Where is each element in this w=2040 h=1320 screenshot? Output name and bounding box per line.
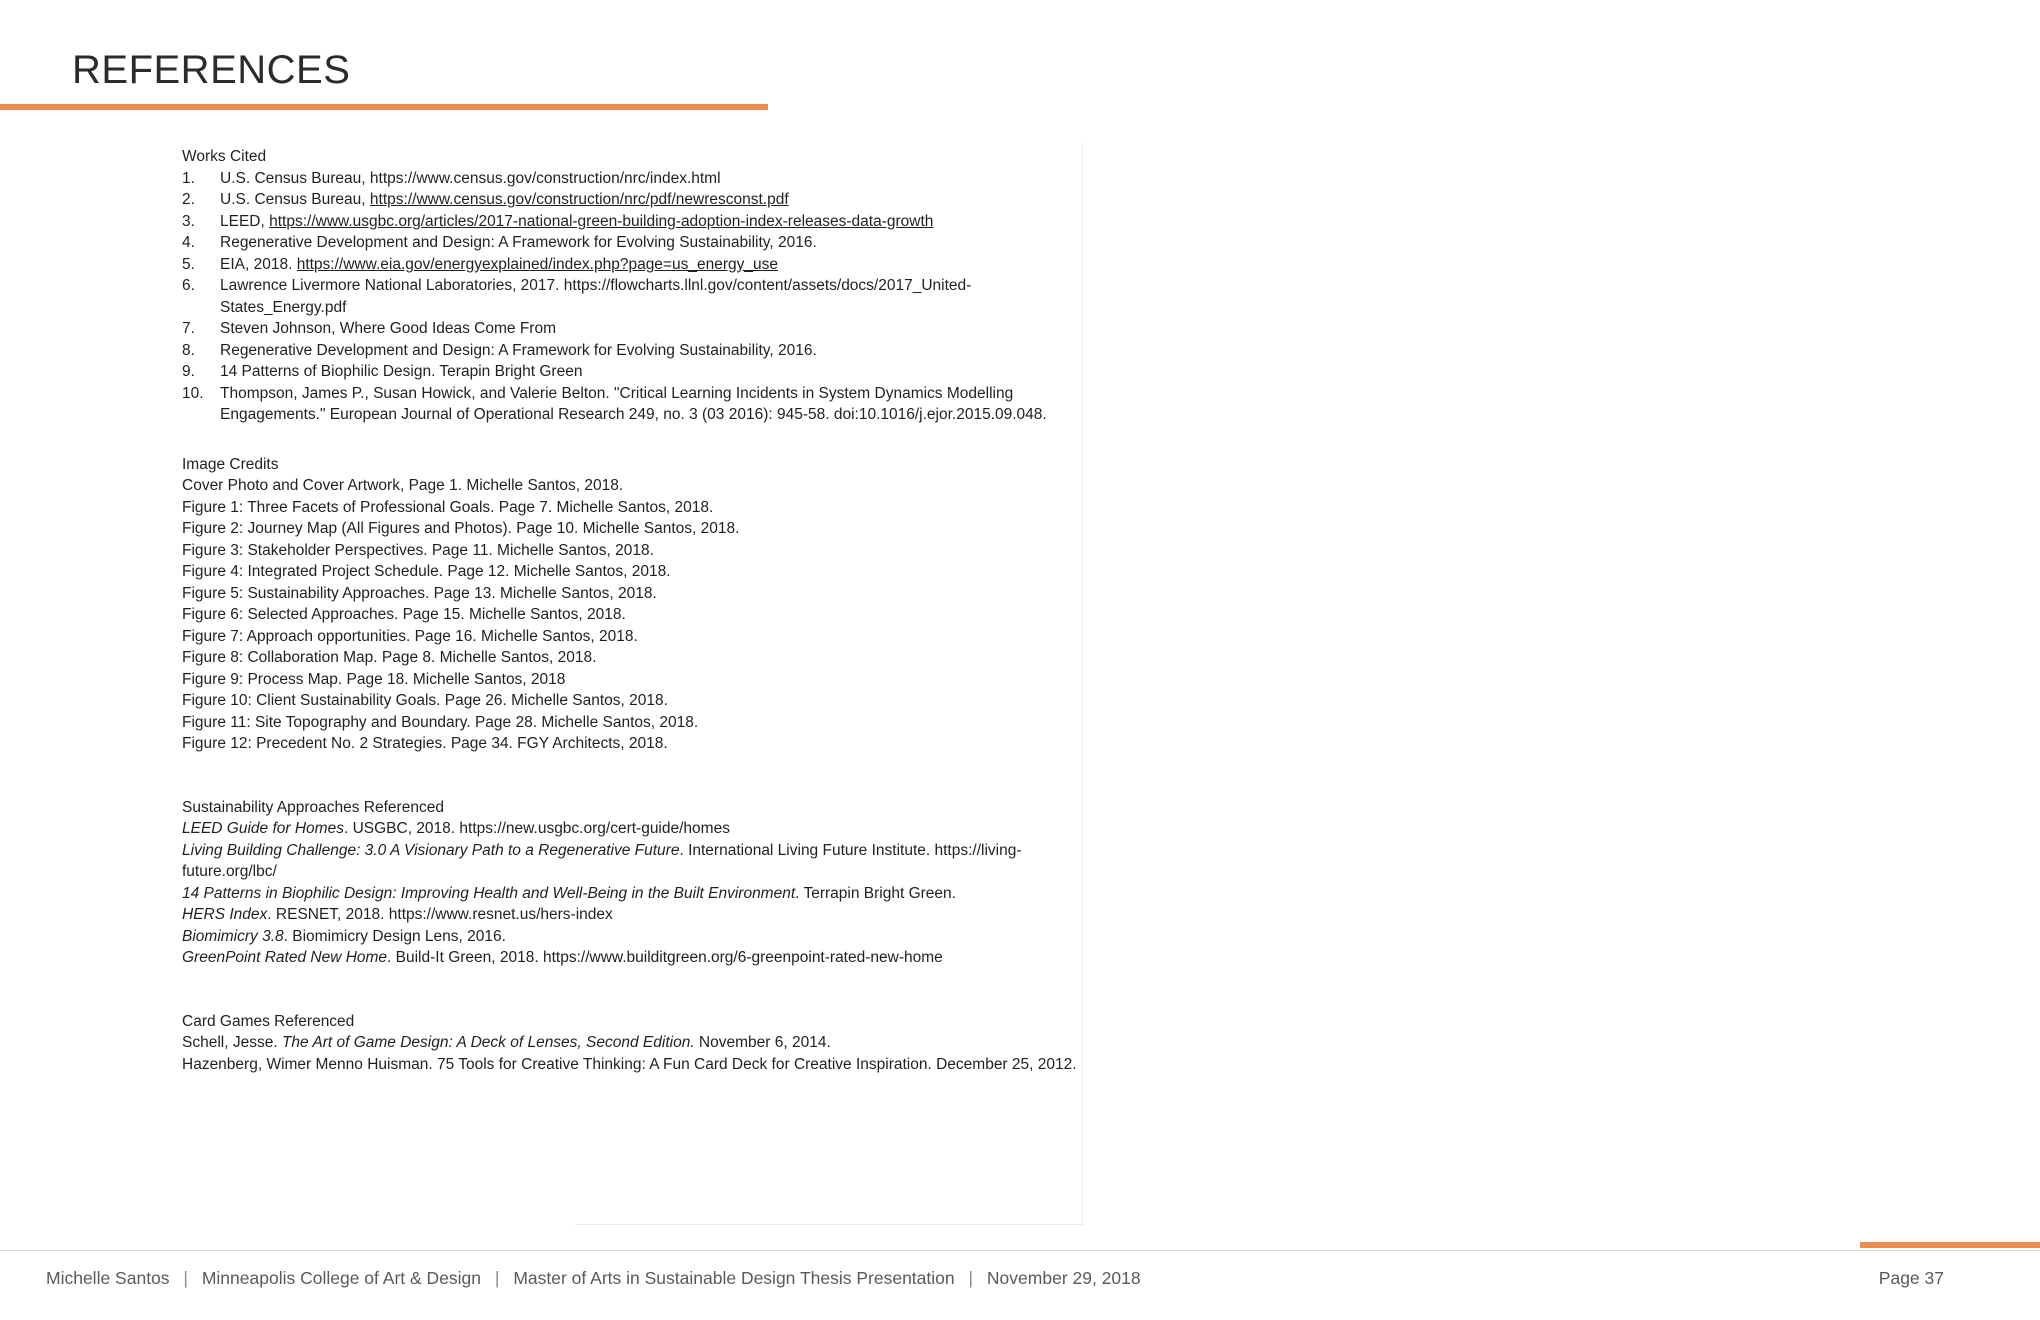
list-item: Figure 4: Integrated Project Schedule. Page 12. Michelle Santos, 2018. <box>182 563 671 580</box>
item-link[interactable]: https://www.census.gov/construction/nrc/pdf/newresconst.pdf <box>369 191 789 208</box>
item-title: GreenPoint Rated New Home <box>182 949 388 966</box>
item-text: U.S. Census Bureau, <box>220 191 370 208</box>
item-text: . International Living Future Institute. https://living-future.org/lbc/ <box>182 841 1022 880</box>
footer-separator: | <box>494 1268 500 1288</box>
list-item <box>182 254 1082 276</box>
list-item <box>182 211 1082 233</box>
item-number: 2. <box>182 191 195 208</box>
references-content <box>182 146 1082 1075</box>
item-title: Biomimicry 3.8 <box>182 927 284 945</box>
item-text: 14 Patterns of Biophilic Design. Terapin Bright Green <box>220 363 583 380</box>
sustainability-list <box>182 818 1082 969</box>
item-link[interactable]: https://www.eia.gov/energyexplained/index.php?page=us_energy_use <box>296 255 778 273</box>
content-bottom-divider <box>575 1224 1083 1225</box>
list-item: Figure 11: Site Topography and Boundary. Page 28. Michelle Santos, 2018. <box>182 713 699 731</box>
list-item: Figure 2: Journey Map (All Figures and Photos). Page 10. Michelle Santos, 2018. <box>182 520 740 537</box>
list-item <box>182 189 1082 211</box>
footer-date: November 29, 2018 <box>986 1268 1141 1288</box>
footer-school: Minneapolis College of Art & Design <box>201 1268 482 1288</box>
image-credits-list <box>182 475 1082 755</box>
item-title: LEED Guide for Homes <box>182 820 344 837</box>
item-text: . Terrapin Bright Green. <box>795 884 956 902</box>
item-text: Steven Johnson, Where Good Ideas Come From <box>220 320 556 337</box>
item-author: Schell, Jesse. <box>182 1034 282 1051</box>
item-text: LEED, <box>220 212 270 230</box>
item-number: 5. <box>182 255 195 273</box>
item-text: Lawrence Livermore National Laboratories, 2017. https://flowcharts.llnl.gov/content/assets/docs/2017_United-States_Energy.pdf <box>220 277 972 316</box>
item-author: Hazenberg, Wimer Menno Huisman. 75 Tools for Creative Thinking: A Fun Card Deck for Creative Inspiration. December 25, 2012. <box>182 1055 1077 1073</box>
list-item <box>182 340 1082 362</box>
list-item <box>182 232 1082 254</box>
image-credits-heading: Image Credits <box>182 455 279 473</box>
list-item: Figure 12: Precedent No. 2 Strategies. Page 34. FGY Architects, 2018. <box>182 735 668 752</box>
item-text: November 6, 2014. <box>694 1034 831 1051</box>
list-item <box>182 818 1082 840</box>
works-cited-list <box>182 168 1082 426</box>
item-text: Regenerative Development and Design: A Framework for Evolving Sustainability, 2016. <box>220 234 817 251</box>
list-item <box>182 904 1082 926</box>
item-link[interactable]: https://www.usgbc.org/articles/2017-national-green-building-adoption-index-releases-data-growth <box>269 212 934 230</box>
item-number: 10. <box>182 384 204 402</box>
item-text: Thompson, James P., Susan Howick, and Valerie Belton. "Critical Learning Incidents in System Dynamics Modelling Engagements." European Journal of Operational Research 249, no. 3 (03 2016): 945-58. doi:10.1016/j.ejor.2015.09.048. <box>220 384 1047 423</box>
footer-author: Michelle Santos <box>46 1268 170 1288</box>
list-item <box>182 840 1082 883</box>
title-accent-rule <box>0 104 768 110</box>
list-item: Figure 3: Stakeholder Perspectives. Page 11. Michelle Santos, 2018. <box>182 541 654 559</box>
item-text: . Build-It Green, 2018. https://www.builditgreen.org/6-greenpoint-rated-new-home <box>387 949 943 966</box>
item-number: 1. <box>182 169 195 187</box>
list-item <box>182 1032 1082 1054</box>
page-number: Page 37 <box>1878 1268 1944 1288</box>
page-title: REFERENCES <box>72 48 351 92</box>
item-text: . Biomimicry Design Lens, 2016. <box>283 927 506 945</box>
item-title: HERS Index <box>182 906 268 923</box>
list-item <box>182 168 1082 190</box>
item-text: . RESNET, 2018. https://www.resnet.us/hers-index <box>267 906 613 923</box>
footer-meta <box>46 1268 1141 1289</box>
item-text: EIA, 2018. <box>220 255 297 273</box>
item-title: The Art of Game Design: A Deck of Lenses, Second Edition. <box>281 1034 695 1051</box>
list-item: Figure 7: Approach opportunities. Page 16. Michelle Santos, 2018. <box>182 627 638 645</box>
content-edge-divider <box>1082 142 1083 1224</box>
item-text: . USGBC, 2018. https://new.usgbc.org/cert-guide/homes <box>343 820 730 837</box>
item-title: 14 Patterns in Biophilic Design: Improving Health and Well-Being in the Built Environment <box>182 884 796 902</box>
item-number: 7. <box>182 320 195 337</box>
list-item: Cover Photo and Cover Artwork, Page 1. Michelle Santos, 2018. <box>182 477 624 494</box>
item-number: 6. <box>182 277 195 294</box>
footer-program: Master of Arts in Sustainable Design Thesis Presentation <box>513 1268 955 1288</box>
item-text: Regenerative Development and Design: A Framework for Evolving Sustainability, 2016. <box>220 341 817 359</box>
sustainability-heading: Sustainability Approaches Referenced <box>182 798 444 816</box>
card-games-heading: Card Games Referenced <box>182 1012 355 1030</box>
item-title: Living Building Challenge: 3.0 A Visionary Path to a Regenerative Future <box>182 841 680 859</box>
item-text: U.S. Census Bureau, https://www.census.gov/construction/nrc/index.html <box>220 169 721 187</box>
list-item <box>182 383 1082 426</box>
card-games-list <box>182 1032 1082 1075</box>
item-number: 8. <box>182 341 195 359</box>
list-item: Figure 1: Three Facets of Professional Goals. Page 7. Michelle Santos, 2018. <box>182 498 714 516</box>
list-item <box>182 883 1082 905</box>
list-item: Figure 9: Process Map. Page 18. Michelle Santos, 2018 <box>182 670 566 688</box>
item-number: 9. <box>182 363 195 380</box>
list-item: Figure 6: Selected Approaches. Page 15. Michelle Santos, 2018. <box>182 606 626 623</box>
list-item: Figure 5: Sustainability Approaches. Page 13. Michelle Santos, 2018. <box>182 584 657 602</box>
list-item: Figure 10: Client Sustainability Goals. Page 26. Michelle Santos, 2018. <box>182 692 668 709</box>
list-item: Figure 8: Collaboration Map. Page 8. Michelle Santos, 2018. <box>182 649 597 666</box>
item-number: 4. <box>182 234 195 251</box>
works-cited-heading: Works Cited <box>182 148 267 165</box>
list-item <box>182 1054 1082 1076</box>
list-item <box>182 361 1082 383</box>
footer-separator: | <box>968 1268 974 1288</box>
item-number: 3. <box>182 212 195 230</box>
footer-accent-rule <box>1860 1242 2040 1248</box>
footer-divider <box>0 1250 2040 1251</box>
list-item <box>182 947 1082 969</box>
list-item <box>182 926 1082 948</box>
footer-separator: | <box>183 1268 188 1288</box>
list-item <box>182 318 1082 340</box>
list-item <box>182 275 1082 318</box>
